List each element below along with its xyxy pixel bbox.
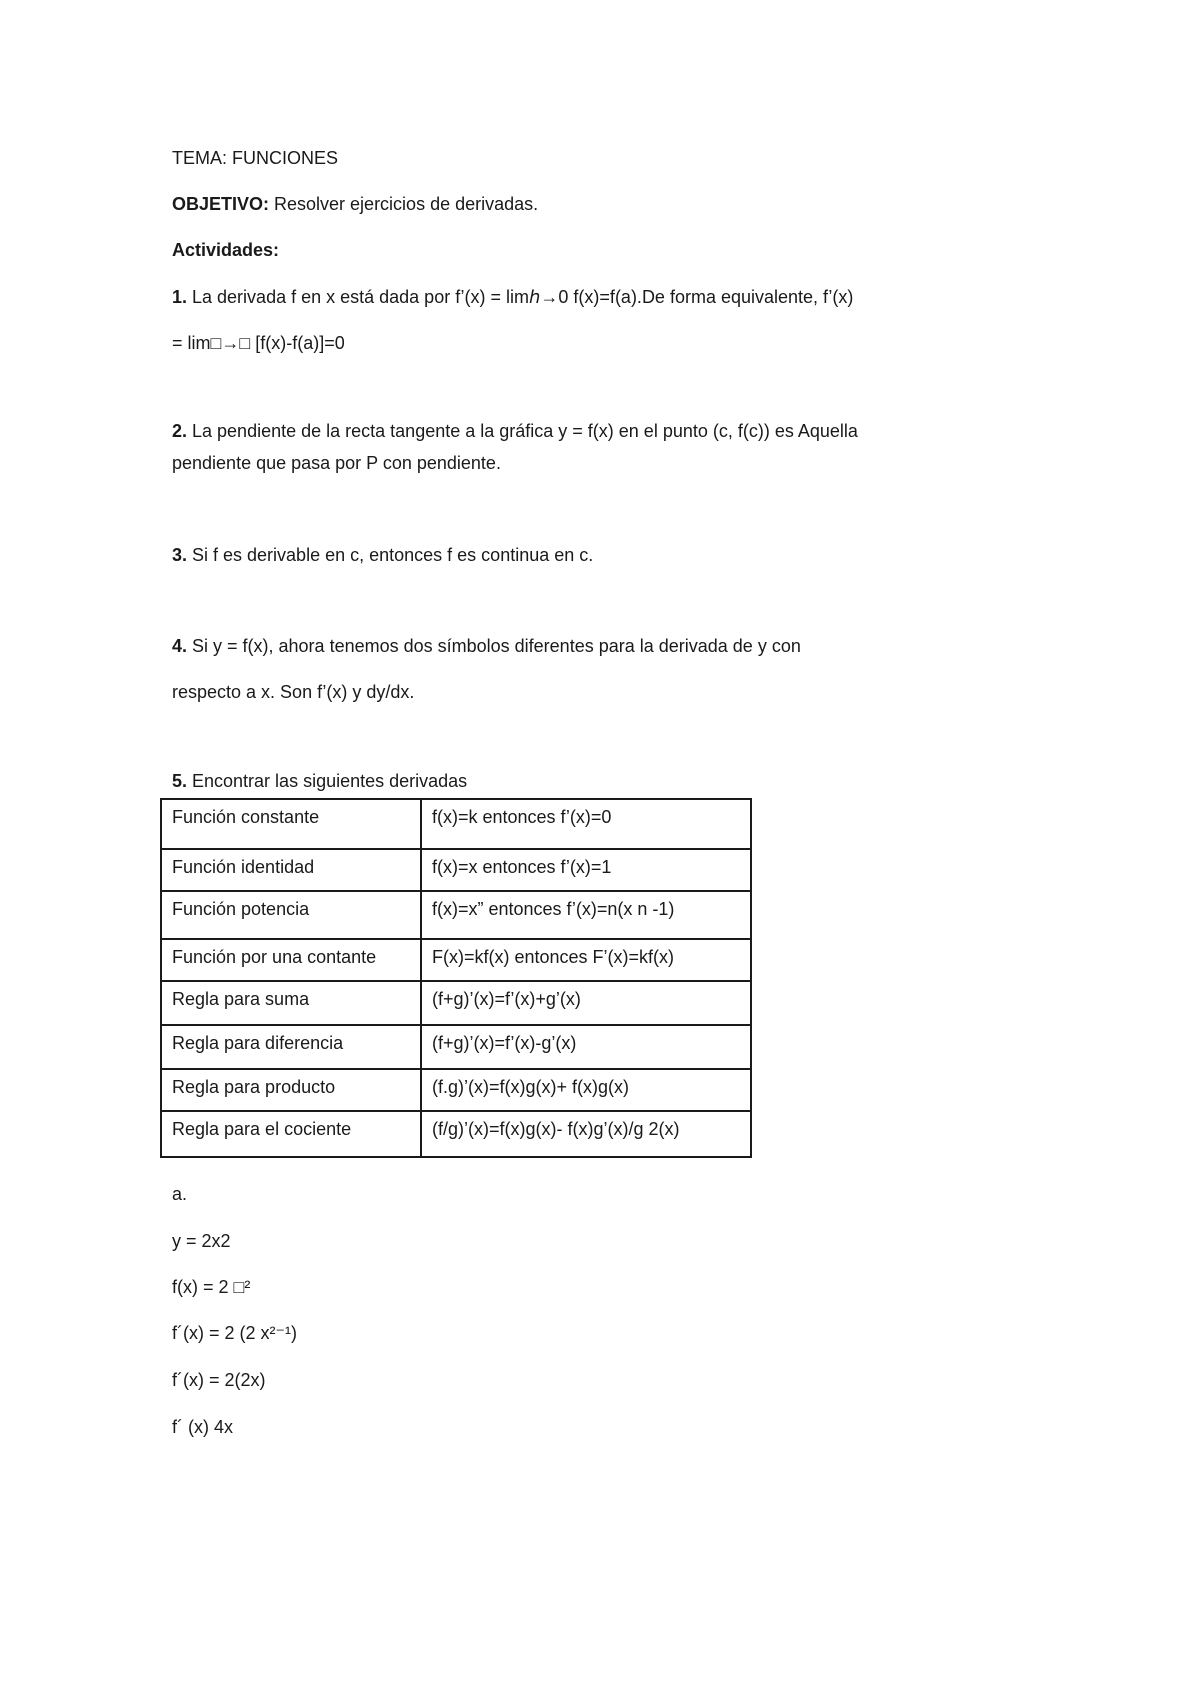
item-5-text: Encontrar las siguientes derivadas (187, 771, 468, 791)
table-row (161, 981, 751, 1025)
item-1-number: 1. (172, 287, 188, 307)
solution-step-4: f´(x) = 2(2x) (172, 1370, 266, 1390)
solution-step-1: y = 2x2 (172, 1231, 231, 1251)
item-4-line-1 (172, 634, 801, 658)
table-row (161, 799, 751, 849)
solution-step-3: f´(x) = 2 (2 x²⁻¹) (172, 1323, 297, 1343)
solution-step-5: f´ (x) 4x (172, 1417, 233, 1437)
rule-formula-cell: (f.g)’(x)=f(x)g(x)+ f(x)g(x) (421, 1069, 751, 1111)
objetivo-label: OBJETIVO: (172, 194, 270, 214)
objetivo-text: Resolver ejercicios de derivadas. (269, 194, 539, 214)
table-row (161, 849, 751, 891)
rule-formula-cell: F(x)=kf(x) entonces F’(x)=kf(x) (421, 939, 751, 981)
rule-name-cell: Función constante (161, 799, 421, 849)
item-4-text: Si y = f(x), ahora tenemos dos símbolos diferentes para la derivada de y con (187, 636, 801, 656)
item-2-line-1 (172, 419, 858, 443)
item-2-line-2: pendiente que pasa por P con pendiente. (172, 453, 501, 473)
solution-label: a. (172, 1184, 188, 1204)
table-row (161, 1111, 751, 1157)
rule-name-cell: Regla para diferencia (161, 1025, 421, 1069)
item-5-line (172, 769, 467, 793)
item-1-line-1 (172, 285, 853, 309)
solution-step-2: f(x) = 2 □² (172, 1277, 251, 1297)
item-1-line-2: = lim□→□ [f(x)-f(a)]=0 (172, 333, 345, 353)
rule-name-cell: Función identidad (161, 849, 421, 891)
rule-formula-cell: (f+g)’(x)=f’(x)+g’(x) (421, 981, 751, 1025)
rule-name-cell: Función por una contante (161, 939, 421, 981)
rule-formula-cell: f(x)=x entonces f’(x)=1 (421, 849, 751, 891)
objetivo-line (172, 192, 538, 216)
rule-formula-cell: f(x)=k entonces f’(x)=0 (421, 799, 751, 849)
rule-formula-cell: f(x)=x” entonces f’(x)=n(x n -1) (421, 891, 751, 939)
actividades-heading: Actividades: (172, 240, 280, 260)
table-row (161, 1025, 751, 1069)
item-4-number: 4. (172, 636, 188, 656)
tema-heading: TEMA: FUNCIONES (172, 148, 339, 168)
table-row (161, 1069, 751, 1111)
rule-name-cell: Regla para suma (161, 981, 421, 1025)
rule-formula-cell: (f+g)’(x)=f’(x)-g’(x) (421, 1025, 751, 1069)
item-2-number: 2. (172, 421, 188, 441)
rule-formula-cell: (f/g)’(x)=f(x)g(x)- f(x)g’(x)/g 2(x) (421, 1111, 751, 1157)
derivatives-table (160, 798, 752, 1158)
rule-name-cell: Función potencia (161, 891, 421, 939)
item-1-text: La derivada f en x está dada por f’(x) = limℎ→0 f(x)=f(a).De forma equivalente, f’(x) (187, 287, 854, 307)
item-3-number: 3. (172, 545, 188, 565)
item-4-line-2: respecto a x. Son f’(x) y dy/dx. (172, 682, 415, 702)
item-3-text: Si f es derivable en c, entonces f es continua en c. (187, 545, 594, 565)
rule-name-cell: Regla para producto (161, 1069, 421, 1111)
item-5-number: 5. (172, 771, 188, 791)
item-3-line (172, 543, 593, 567)
table-row (161, 939, 751, 981)
item-2-text: La pendiente de la recta tangente a la gráfica y = f(x) en el punto (c, f(c)) es Aquella (187, 421, 858, 441)
table-row (161, 891, 751, 939)
rule-name-cell: Regla para el cociente (161, 1111, 421, 1157)
